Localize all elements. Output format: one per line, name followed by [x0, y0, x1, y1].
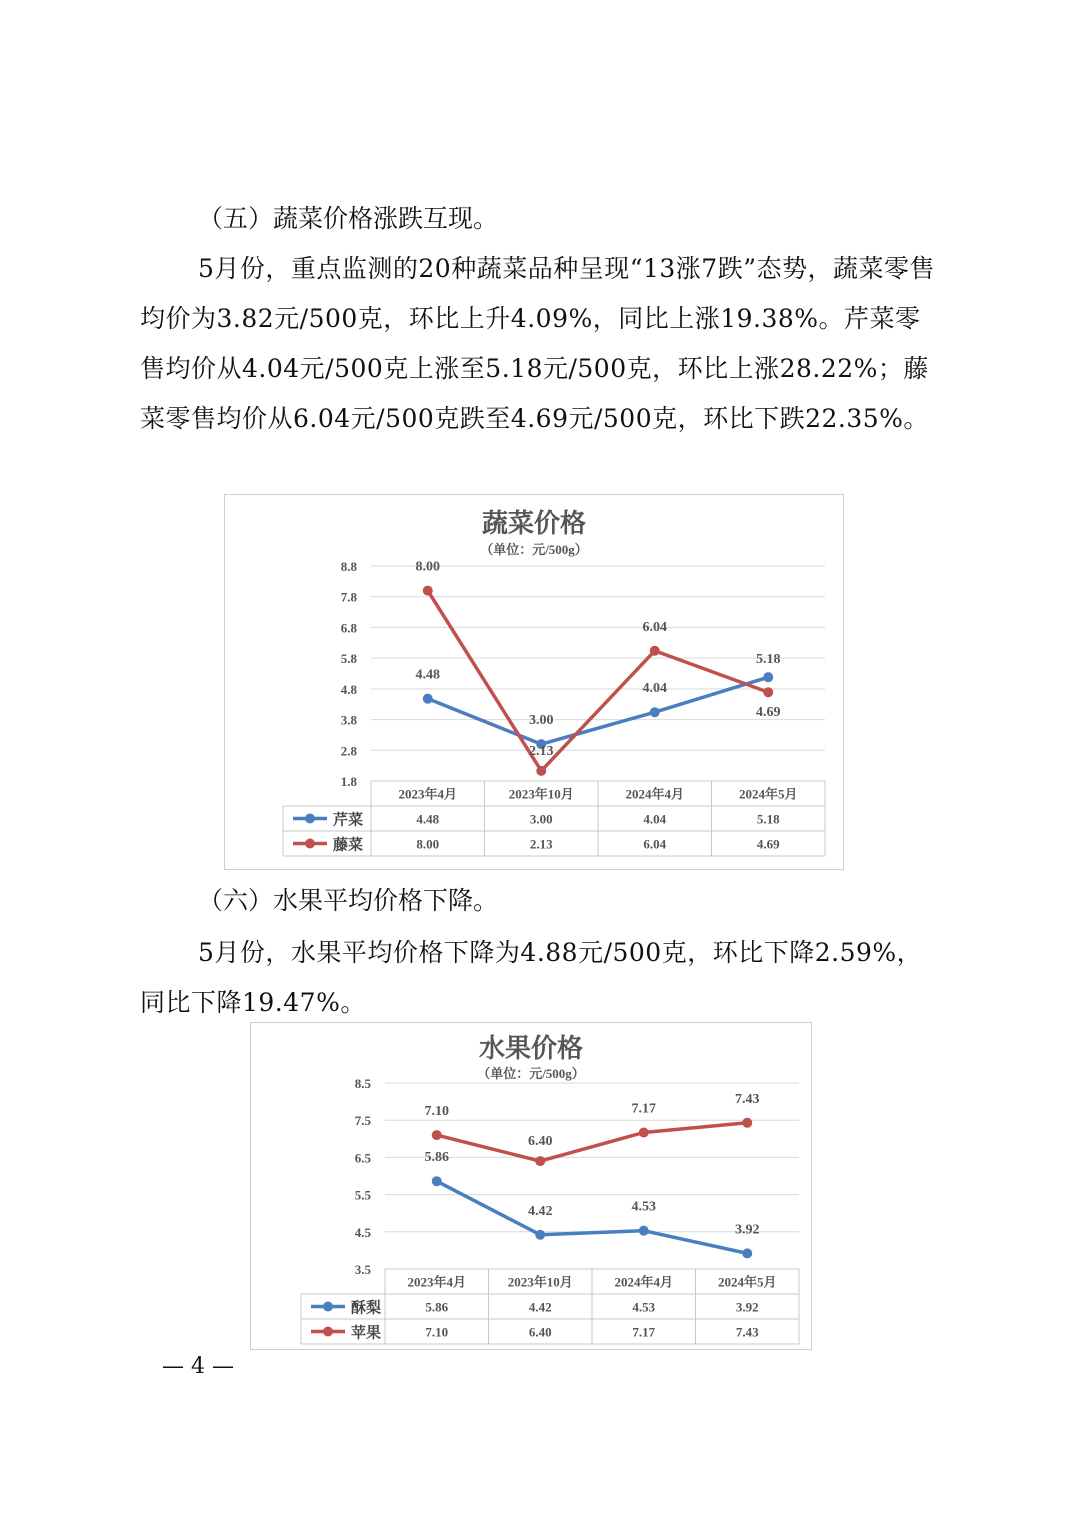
vegetable-price-chart	[224, 494, 844, 870]
x-category-label: 2024年5月	[717, 1274, 777, 1290]
data-label: 4.69	[756, 705, 781, 721]
table-cell-value: 4.69	[756, 836, 780, 852]
x-category-label: 2024年4月	[625, 786, 685, 802]
y-tick-label: 5.8	[340, 651, 357, 667]
x-category-label: 2023年10月	[507, 1274, 573, 1290]
data-label: 4.53	[631, 1199, 656, 1215]
legend-series-name: 苹果	[351, 1325, 382, 1342]
data-label: 5.18	[756, 652, 781, 668]
table-cell-value: 7.17	[632, 1324, 656, 1340]
data-label: 3.00	[529, 713, 554, 729]
section-6-heading: （六）水果平均价格下降。	[198, 886, 499, 915]
data-label: 2.13	[529, 743, 554, 759]
chart-subtitle: （单位：元/500g）	[477, 1066, 585, 1081]
legend-marker-icon	[323, 1302, 333, 1312]
data-label: 5.86	[424, 1150, 449, 1166]
y-tick-label: 1.8	[340, 774, 357, 789]
data-label: 6.40	[528, 1134, 553, 1150]
data-point	[536, 766, 546, 776]
y-tick-label: 5.5	[354, 1187, 371, 1203]
data-label: 3.92	[735, 1222, 760, 1238]
legend-marker-icon	[305, 839, 315, 849]
data-label: 8.00	[415, 559, 440, 575]
data-point	[639, 1226, 649, 1236]
data-label: 4.48	[415, 667, 440, 683]
section-6-body: 5月份，水果平均价格下降为4.88元/500克，环比下降2.59%，同比下降19.47%。	[140, 938, 923, 1017]
chart-title: 蔬菜价格	[481, 509, 587, 538]
fruit-price-chart-svg	[251, 1023, 811, 1349]
y-tick-label: 3.5	[354, 1262, 371, 1277]
fruit-price-chart	[250, 1022, 812, 1350]
data-label: 4.42	[528, 1203, 553, 1219]
data-point	[535, 1230, 545, 1240]
y-tick-label: 2.8	[340, 743, 357, 759]
data-point	[423, 694, 433, 704]
series-line-2	[428, 591, 769, 771]
legend-series-name: 芹菜	[333, 812, 364, 829]
table-cell-value: 7.43	[735, 1324, 759, 1340]
x-category-label: 2023年4月	[398, 786, 458, 802]
legend-marker-icon	[305, 814, 315, 824]
table-cell-value: 3.00	[529, 811, 553, 827]
y-tick-label: 6.8	[340, 620, 357, 636]
data-point	[650, 646, 660, 656]
table-cell-value: 8.00	[416, 836, 440, 852]
table-cell-value: 5.18	[756, 811, 780, 827]
table-cell-value: 4.04	[643, 811, 667, 827]
data-point	[763, 687, 773, 697]
section-5-body: 5月份，重点监测的20种蔬菜品种呈现“13涨7跌”态势，蔬菜零售均价为3.82元/500克，环比上升4.09%，同比上涨19.38%。芹菜零售均价从4.04元/500克上涨至5.18元/500克，环比上涨28.22%；藤菜零售均价从6.04元/500克跌至4.69元/500克，环比下跌22.35%。	[140, 254, 935, 433]
x-category-label: 2024年4月	[614, 1274, 674, 1290]
legend-marker-icon	[323, 1327, 333, 1337]
table-cell-value: 5.86	[425, 1299, 449, 1315]
table-cell-value: 4.53	[632, 1299, 656, 1315]
data-point	[639, 1127, 649, 1137]
table-cell-value: 6.04	[643, 836, 667, 852]
series-line-2	[437, 1123, 748, 1161]
data-label: 6.04	[642, 619, 667, 635]
chart-subtitle: （单位：元/500g）	[480, 542, 588, 557]
y-tick-label: 4.8	[340, 681, 357, 697]
table-cell-value: 4.48	[416, 811, 440, 827]
legend-series-name: 藤菜	[333, 837, 364, 854]
data-point	[423, 586, 433, 596]
series-line-1	[437, 1181, 748, 1253]
data-label: 7.43	[735, 1091, 760, 1107]
table-cell-value: 6.40	[528, 1324, 552, 1340]
y-tick-label: 6.5	[354, 1150, 371, 1166]
data-point	[432, 1176, 442, 1186]
data-label: 7.17	[631, 1101, 656, 1117]
x-category-label: 2023年4月	[407, 1274, 467, 1290]
y-tick-label: 3.8	[340, 712, 357, 728]
vegetable-price-chart-svg	[225, 495, 843, 869]
data-point	[535, 1156, 545, 1166]
table-cell-value: 4.42	[528, 1299, 552, 1315]
data-point	[742, 1248, 752, 1258]
table-cell-value: 7.10	[425, 1324, 449, 1340]
y-tick-label: 8.5	[354, 1076, 371, 1091]
y-tick-label: 8.8	[340, 559, 357, 574]
page-number: — 4 —	[162, 1354, 234, 1379]
y-tick-label: 7.8	[340, 589, 357, 605]
table-cell-value: 3.92	[735, 1299, 759, 1315]
data-point	[742, 1118, 752, 1128]
y-tick-label: 7.5	[354, 1113, 371, 1129]
legend-series-name: 酥梨	[351, 1300, 382, 1317]
data-label: 7.10	[424, 1104, 449, 1120]
data-label: 4.04	[642, 681, 667, 697]
section-5-heading: （五）蔬菜价格涨跌互现。	[198, 204, 499, 233]
table-cell-value: 2.13	[529, 836, 553, 852]
x-category-label: 2024年5月	[738, 786, 798, 802]
data-point	[650, 707, 660, 717]
data-point	[432, 1130, 442, 1140]
y-tick-label: 4.5	[354, 1224, 371, 1240]
data-point	[763, 672, 773, 682]
x-category-label: 2023年10月	[508, 786, 574, 802]
chart-title: 水果价格	[478, 1034, 584, 1063]
